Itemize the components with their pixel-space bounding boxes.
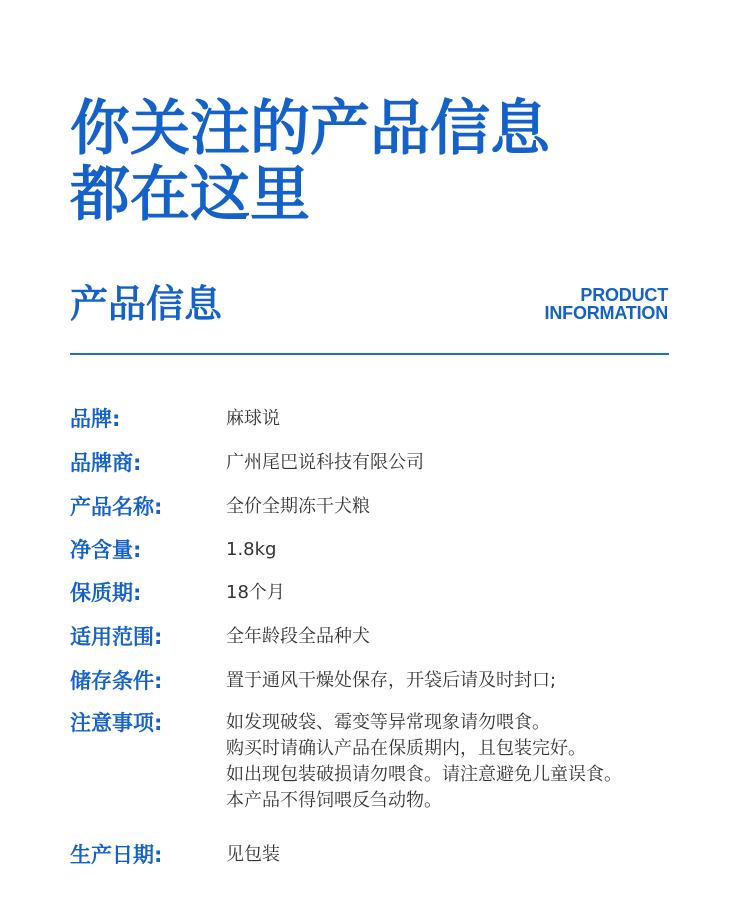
shelf-life-value: 18个月 (226, 582, 285, 603)
section-title-english (545, 286, 668, 322)
manufacturer-label: 品牌商: (70, 451, 142, 475)
storage-value: 置于通风干燥处保存，开袋后请及时封口; (226, 670, 557, 691)
product-name-value: 全价全期冻干犬粮 (226, 496, 370, 517)
brand-label: 品牌: (70, 407, 121, 431)
manufacturer-value: 广州尾巴说科技有限公司 (226, 452, 424, 473)
net-weight-label: 净含量: (70, 538, 142, 562)
hero-title-line-2: 都在这里 (70, 160, 310, 230)
section-divider (70, 353, 669, 355)
scope-label: 适用范围: (70, 625, 163, 649)
scope-value: 全年龄段全品种犬 (226, 626, 370, 647)
section-title-english-line-2: INFORMATION (544, 303, 668, 323)
notice-line-4: 本产品不得饲喂反刍动物。 (226, 790, 442, 811)
section-title-english-line-1: PRODUCT (580, 285, 668, 305)
hero-title (70, 96, 550, 228)
hero-title-line-1: 你关注的产品信息 (70, 94, 550, 164)
production-date-value: 见包装 (226, 844, 280, 865)
notice-line-2: 购买时请确认产品在保质期内，且包装完好。 (226, 738, 586, 759)
product-name-label: 产品名称: (70, 495, 163, 519)
notice-line-3: 如出现包装破损请勿喂食。请注意避免儿童误食。 (226, 764, 622, 785)
storage-label: 储存条件: (70, 669, 163, 693)
notice-value (226, 710, 686, 814)
shelf-life-label: 保质期: (70, 581, 142, 605)
notice-line-1: 如发现破袋、霉变等异常现象请勿喂食。 (226, 712, 550, 733)
section-title: 产品信息 (70, 282, 223, 326)
notice-label: 注意事项: (70, 711, 163, 735)
brand-value: 麻球说 (226, 408, 280, 429)
net-weight-value: 1.8kg (226, 539, 277, 560)
production-date-label: 生产日期: (70, 843, 163, 867)
